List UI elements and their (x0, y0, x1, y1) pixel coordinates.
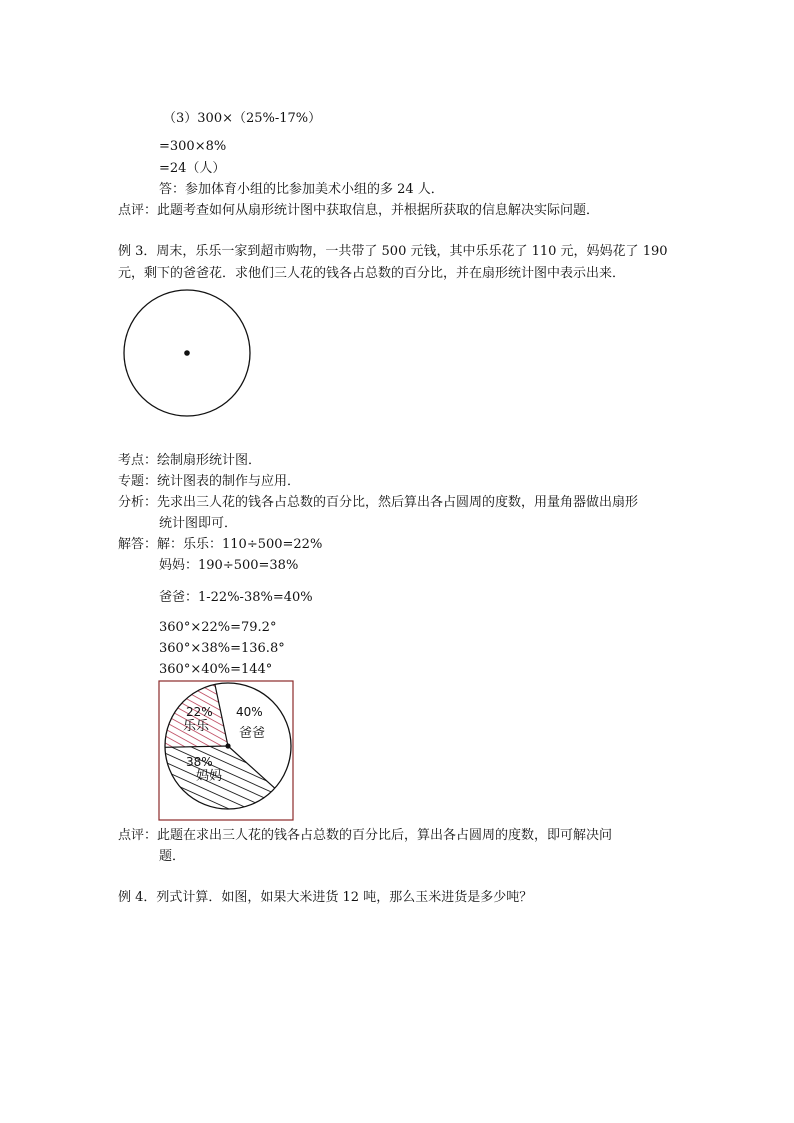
hatch-line (158, 711, 294, 788)
kaodian-line: 考点：绘制扇形统计图． (118, 453, 262, 468)
calc-line: =24（人） (159, 161, 226, 176)
answer-line: 答：参加体育小组的比参加美术小组的多 24 人． (159, 182, 444, 197)
hatch-line (158, 768, 294, 821)
baba-percent-label: 40% (236, 705, 263, 719)
hatch-line (158, 680, 294, 739)
fenxi-line-cont: 统计图即可． (159, 516, 238, 531)
comment-line: 点评：此题考查如何从扇形统计图中获取信息，并根据所获取的信息解决实际问题． (118, 203, 600, 218)
hatch-line (158, 680, 294, 723)
zhuanti-line: 专题：统计图表的制作与应用． (118, 474, 301, 489)
degree-line-lele: 360°×22%=79.2° (159, 620, 277, 635)
circle-center-dot (184, 350, 190, 356)
empty-circle-figure (118, 284, 260, 424)
hatch-line (158, 696, 294, 759)
pie-center-dot (225, 743, 230, 748)
jieda-mama-line: 妈妈：190÷500=38% (159, 558, 299, 573)
jieda-baba-line: 爸爸：1-22%-38%=40% (159, 590, 313, 605)
hatch-line (158, 718, 294, 795)
comment-line: 点评：此题在求出三人花的钱各占总数的百分比后，算出各占圆周的度数，即可解决问 (118, 828, 613, 843)
lele-name-label: 乐乐 (183, 719, 210, 734)
hatch-line (158, 804, 294, 821)
radius-line (165, 746, 228, 747)
hatch-line (158, 786, 294, 821)
degree-line-mama: 360°×38%=136.8° (159, 641, 285, 656)
hatch-line (158, 680, 294, 732)
hatch-line (158, 788, 294, 821)
hatch-line (158, 760, 294, 821)
hatch-line (158, 723, 294, 786)
hatch-line (158, 680, 294, 714)
hatch-line (158, 802, 294, 821)
step-3-expression: （3）300×（25%-17%） (163, 111, 322, 126)
hatch-line (158, 680, 294, 753)
mama-percent-label: 38% (186, 755, 213, 769)
hatch-line (158, 767, 294, 821)
hatch-line (158, 809, 294, 821)
degree-line-baba: 360°×40%=144° (159, 662, 273, 677)
hatch-line (158, 680, 294, 741)
hatch-line (158, 704, 294, 781)
example-3-question: 例 3．周末，乐乐一家到超市购物，一共带了 500 元钱，其中乐乐花了 110 元，妈妈花了 190 (118, 244, 668, 259)
example-4-question: 例 4．列式计算．如图，如果大米进货 12 吨，那么玉米进货是多少吨？ (118, 890, 533, 905)
mama-name-label: 妈妈 (196, 769, 223, 784)
hatch-line (158, 741, 294, 804)
fenxi-line: 分析：先求出三人花的钱各占总数的百分比，然后算出各占圆周的度数，用量角器做出扇形 (118, 495, 639, 510)
calc-line: =300×8% (159, 139, 227, 154)
hatch-line (158, 680, 294, 718)
hatch-line (158, 687, 294, 750)
hatch-line (158, 680, 294, 705)
hatch-line (158, 750, 294, 813)
example-3-question-cont: 元，剩下的爸爸花．求他们三人花的钱各占总数的百分比，并在扇形统计图中表示出来． (118, 266, 626, 281)
hatch-line (158, 690, 294, 767)
baba-name-label: 爸爸 (239, 726, 266, 741)
comment-line-cont: 题． (159, 849, 186, 864)
hatch-line (158, 680, 294, 732)
jieda-line: 解答：解：乐乐：110÷500=22% (118, 537, 323, 552)
mama-hatch (158, 680, 294, 821)
hatch-line (158, 732, 294, 809)
hatch-line (158, 746, 294, 821)
lele-percent-label: 22% (186, 705, 213, 719)
pie-chart-figure (158, 680, 294, 821)
hatch-line (158, 683, 294, 760)
